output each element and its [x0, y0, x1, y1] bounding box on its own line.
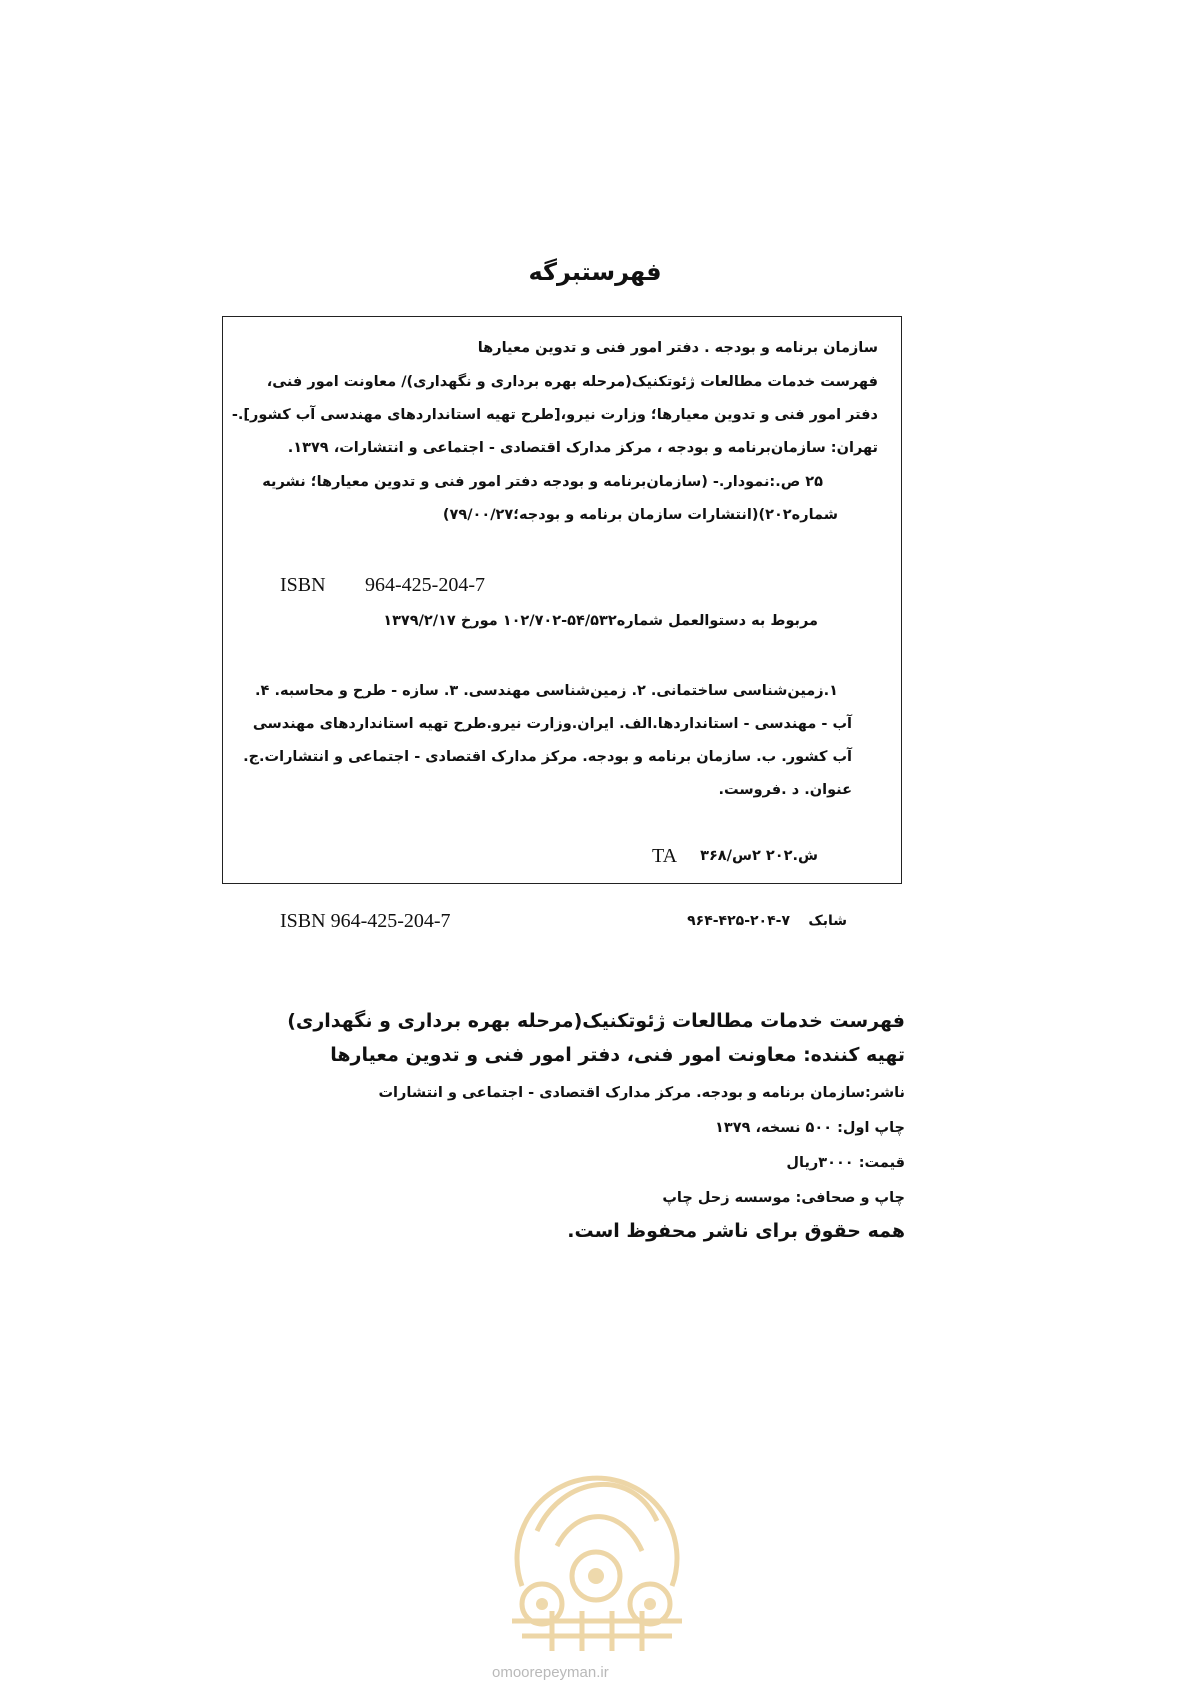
page-title: فهرستبرگه	[528, 258, 662, 286]
publisher-line: ناشر:سازمان برنامه و بودجه. مرکز مدارک اقتصادی - اجتماعی و انتشارات	[378, 1085, 905, 1101]
isbn-value: 964-425-204-7	[365, 574, 485, 596]
catalog-line-6: شماره۲۰۲)(انتشارات سازمان برنامه و بودجه؛۷۹/۰۰/۲۷)	[442, 507, 838, 523]
footer-isbn: ISBN 964-425-204-7	[280, 910, 451, 932]
watermark-url: omoorepeyman.ir	[492, 1664, 609, 1681]
subject-line-2: آب - مهندسی - استانداردها.الف. ایران.وزارت نیرو.طرح تهیه استانداردهای مهندسی	[252, 716, 852, 732]
catalog-line-5: ۲۵ ص.:نمودار.- (سازمان‌برنامه و بودجه دفتر امور فنی و تدوین معیارها؛ نشریه	[262, 474, 823, 490]
catalog-line-2: فهرست خدمات مطالعات ژئوتکنیک(مرحله بهره برداری و نگهداری)/ معاونت امور فنی،	[266, 374, 878, 390]
rights-line: همه حقوق برای ناشر محفوظ است.	[567, 1220, 905, 1242]
edition-line: چاپ اول: ۵۰۰ نسخه، ۱۳۷۹	[715, 1120, 905, 1136]
classification-number: ش.۲۰۲ ۲س/۳۶۸	[700, 848, 818, 864]
catalog-line-4: تهران: سازمان‌برنامه و بودجه ، مرکز مدارک اقتصادی - اجتماعی و انتشارات، ۱۳۷۹.	[287, 440, 878, 456]
watermark-logo-icon	[482, 1436, 710, 1656]
subject-line-1: ۱.زمین‌شناسی ساختمانی. ۲. زمین‌شناسی مهندسی. ۳. سازه - طرح و محاسبه. ۴.	[255, 683, 838, 699]
classification-ta: TA	[652, 845, 678, 867]
isbn-label: ISBN	[280, 574, 326, 596]
printing-line: چاپ و صحافی: موسسه زحل چاپ	[662, 1190, 905, 1206]
catalog-card	[222, 316, 902, 884]
prepared-by: تهیه کننده: معاونت امور فنی، دفتر امور فنی و تدوین معیارها	[330, 1044, 905, 1066]
shabak-label: شابک	[808, 913, 847, 929]
reference-line: مربوط به دستوالعمل شماره۵۴/۵۳۲-۱۰۲/۷۰۲ مورخ ۱۳۷۹/۲/۱۷	[383, 613, 818, 629]
subject-line-4: عنوان. د .فروست.	[718, 782, 852, 798]
subject-line-3: آب کشور. ب. سازمان برنامه و بودجه. مرکز مدارک اقتصادی - اجتماعی و انتشارات.ج.	[243, 749, 852, 765]
catalog-line-1: سازمان برنامه و بودجه . دفتر امور فنی و تدوین معیارها	[477, 340, 878, 356]
catalog-line-3: دفتر امور فنی و تدوین معیارها؛ وزارت نیرو،[طرح تهیه استانداردهای مهندسی آب کشور].-	[231, 407, 878, 423]
shabak-value: ۹۶۴-۴۲۵-۲۰۴-۷	[687, 913, 790, 929]
price-line: قیمت: ۳۰۰۰ریال	[786, 1155, 905, 1171]
publication-title: فهرست خدمات مطالعات ژئوتکنیک(مرحله بهره برداری و نگهداری)	[287, 1010, 905, 1032]
